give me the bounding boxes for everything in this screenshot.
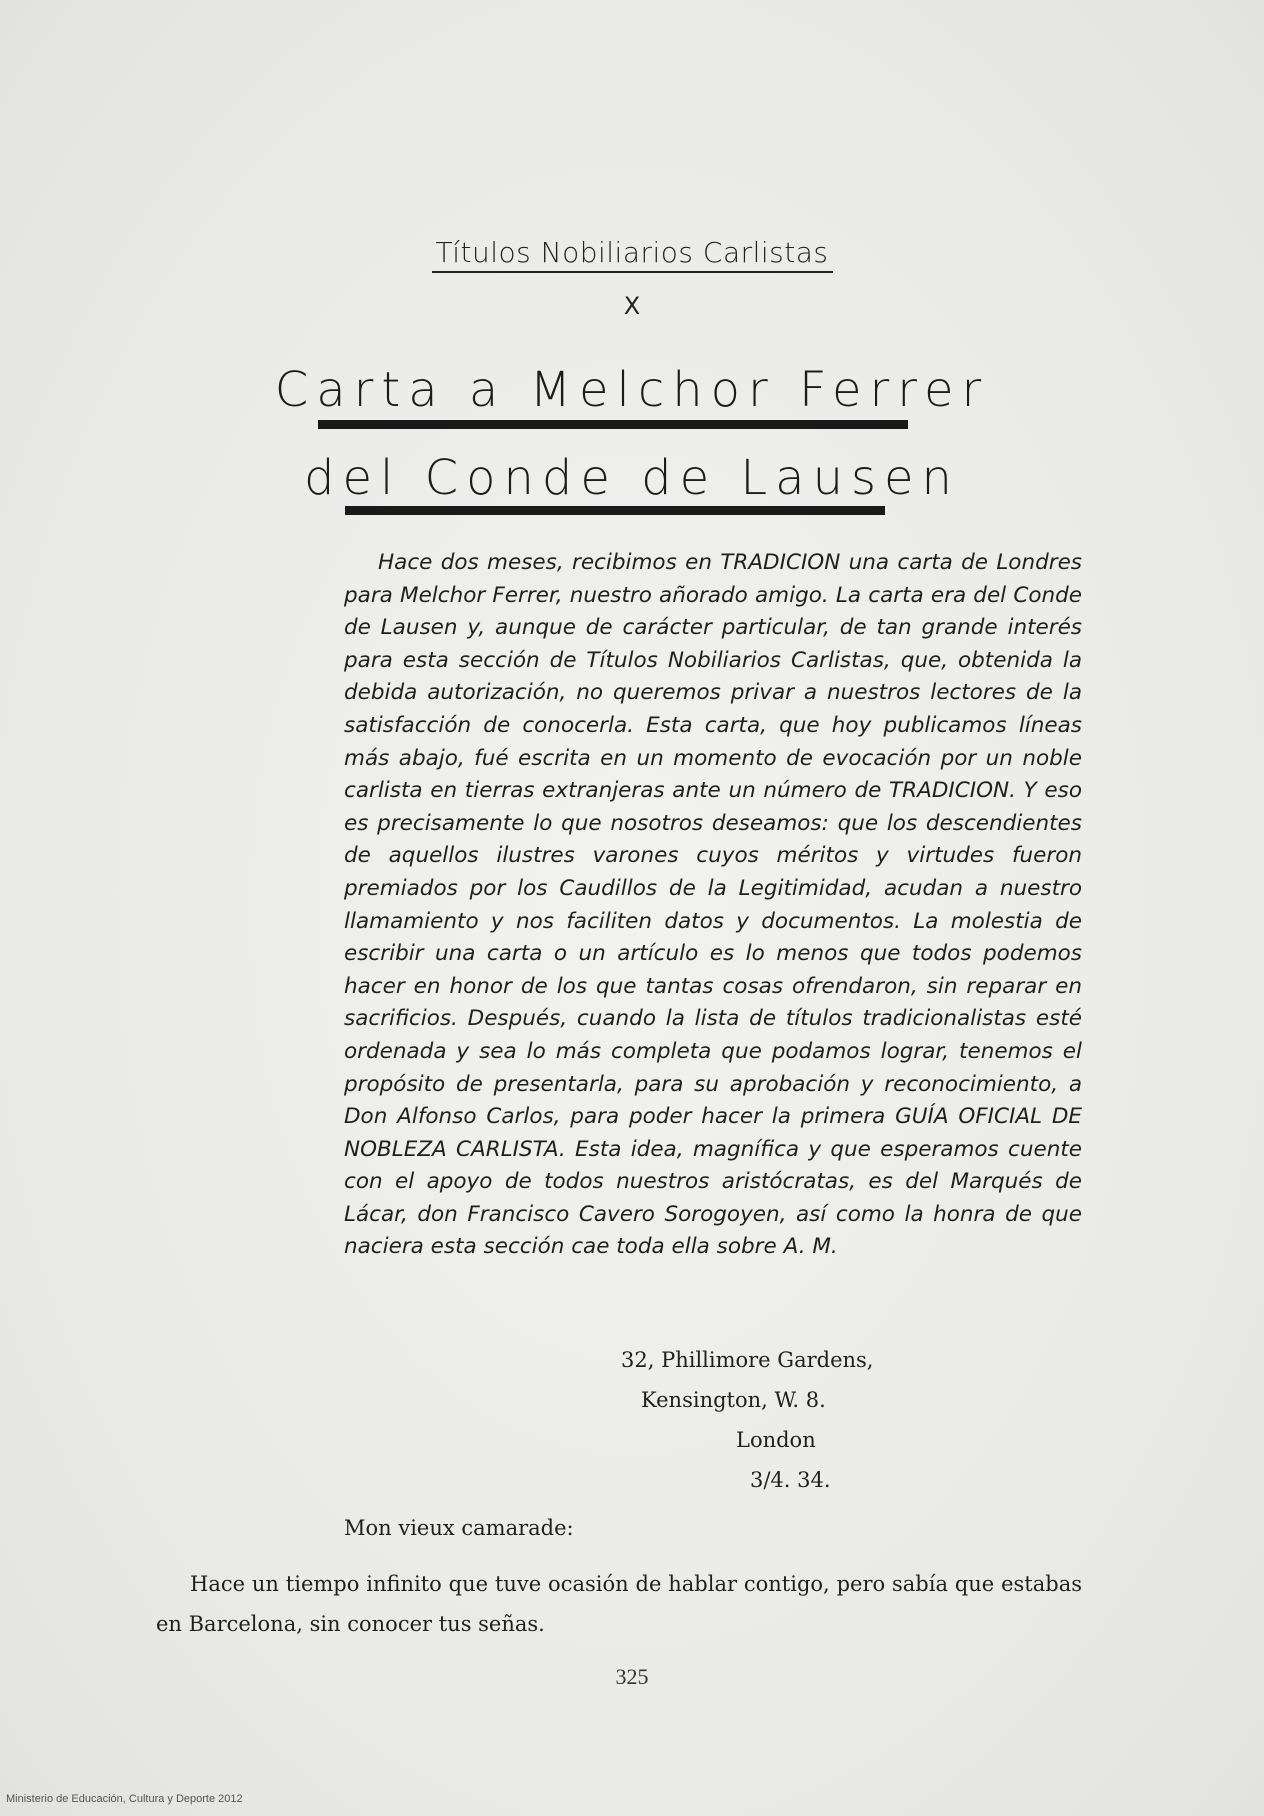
intro-text: Hace dos meses, recibimos en TRADICION una carta de Londres para Melchor Ferrer, nuestro añorado amigo. La carta era del Conde de Lausen y, aunque de carácter particular, de tan grande interés para esta sección de Títulos Nobiliarios Carlistas, que, obtenida la debida autorización, no queremos privar a nuestros lectores de la satisfacción de conocerla. Esta carta, que hoy publicamos líneas más abajo, fué escrita en un momento de evocación por un noble carlista en tierras extranjeras ante un número de TRADICION. Y eso es precisamente lo que nosotros deseamos: que los descendientes de aquellos ilustres varones cuyos méritos y virtudes fueron premiados por los Caudillos de la Legitimidad, acudan a nuestro llamamiento y nos faciliten datos y documentos. La molestia de escribir una carta o un artículo es lo menos que todos podemos hacer en honor de los que tantas cosas ofrendaron, sin reparar en sacrificios. Después, cuando la lista de títulos tradicionalistas esté ordenada y sea lo más completa que podamos lograr, tenemos el propósito de presentarla, para su aprobación y reconocimiento, a Don Alfonso Carlos, para poder hacer la primera GUÍA OFICIAL DE NOBLEZA CARLISTA. Esta idea, magnífica y que esperamos cuente con el apoyo de todos nuestros aristócratas, es del Marqués de Lácar, don Francisco Cavero Sorogoyen, así como la honra de que naciera esta sección cae toda ella sobre A. M.	[344, 550, 1082, 1260]
letter-body	[156, 1564, 1082, 1644]
letter-date: 3/4. 34.	[750, 1468, 831, 1492]
credit-line: Ministerio de Educación, Cultura y Deporte 2012	[6, 1793, 243, 1805]
letter-address-street: 32, Phillimore Gardens,	[621, 1348, 874, 1372]
main-title-line-1: Carta a Melchor Ferrer	[274, 362, 990, 418]
letter-salutation: Mon vieux camarade:	[344, 1516, 574, 1540]
series-title	[0, 236, 1264, 273]
title-rule-2	[345, 506, 885, 515]
series-number: X	[623, 292, 641, 320]
title-rule-1	[318, 420, 908, 429]
main-title-line-2: del Conde de Lausen	[304, 450, 960, 506]
page-number: 325	[615, 1664, 649, 1689]
series-title-text: Títulos Nobiliarios Carlistas	[432, 236, 833, 273]
letter-body-text: Hace un tiempo infinito que tuve ocasión de hablar contigo, pero sabía que estabas en Barcelona, sin conocer tus señas.	[156, 1572, 1082, 1636]
letter-address-district: Kensington, W. 8.	[641, 1388, 826, 1412]
letter-address-city: London	[736, 1428, 816, 1452]
intro-paragraph	[344, 547, 1082, 1264]
